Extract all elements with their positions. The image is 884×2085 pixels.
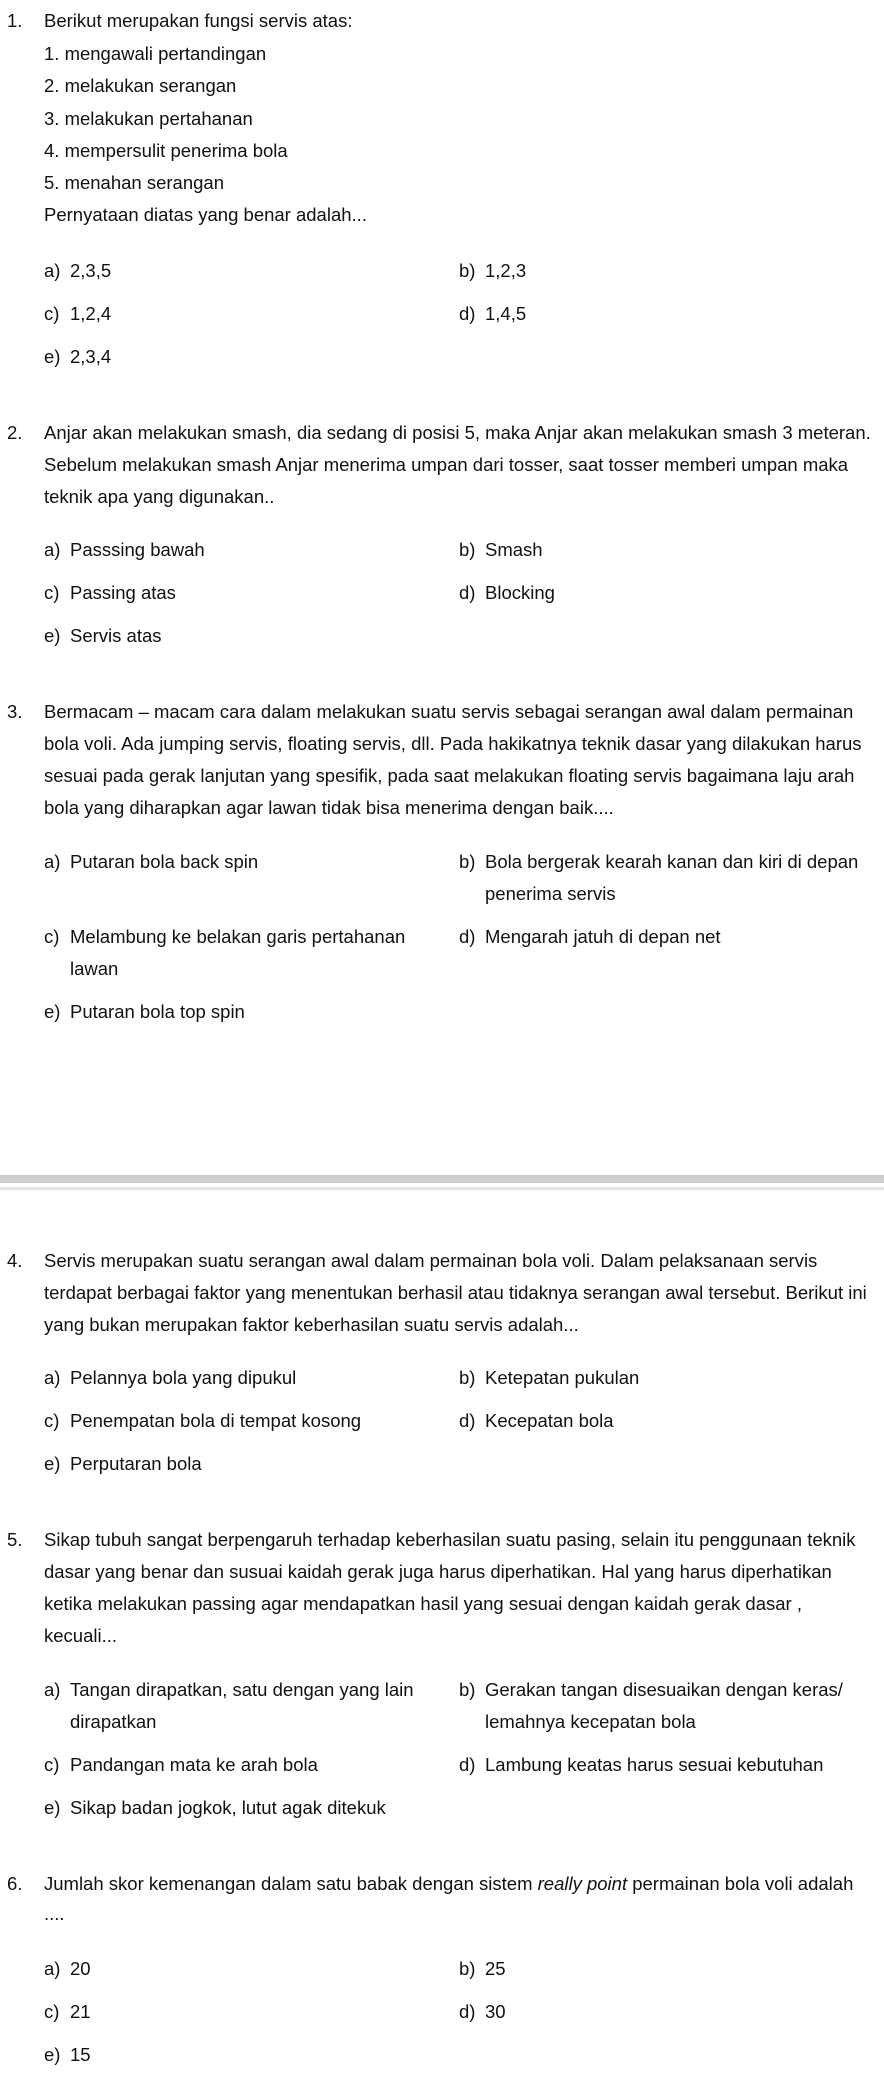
question-stem: Sikap tubuh sangat berpengaruh terhadap keberhasilan suatu pasing, selain itu penggunaan teknik — [44, 1529, 856, 1550]
option-e[interactable] — [44, 627, 162, 646]
option-label: e) — [44, 625, 61, 646]
list-item: 1. mengawali pertandingan — [44, 43, 267, 64]
option-label: d) — [459, 1754, 476, 1775]
option-b[interactable] — [459, 1369, 639, 1388]
question-number: 5. — [7, 1529, 23, 1550]
list-item: 4. mempersulit penerima bola — [44, 140, 288, 161]
option-text: Putaran bola back spin — [70, 851, 259, 872]
option-a[interactable] — [44, 541, 205, 560]
question-stem: dasar yang benar dan susuai kaidah gerak juga harus diperhatikan. Hal yang harus diperhatikan — [44, 1561, 832, 1582]
question-stem: Servis merupakan suatu serangan awal dalam permainan bola voli. Dalam pelaksanaan servis — [44, 1250, 818, 1271]
option-b[interactable] — [459, 262, 526, 281]
option-label: a) — [44, 1679, 61, 1700]
option-text: Mengarah jatuh di depan net — [485, 926, 721, 947]
option-text: 25 — [485, 1958, 506, 1979]
option-text: Tangan dirapatkan, satu dengan yang lain — [70, 1679, 414, 1700]
option-label: c) — [44, 582, 60, 603]
option-e[interactable] — [44, 1003, 245, 1022]
option-text: Sikap badan jogkok, lutut agak ditekuk — [70, 1797, 386, 1818]
option-d[interactable] — [459, 305, 526, 324]
question-stem: ketika melakukan passing agar mendapatkan hasil yang sesuai dengan kaidah gerak dasar , — [44, 1593, 802, 1614]
option-label: d) — [459, 926, 476, 947]
option-b[interactable] — [459, 853, 858, 872]
question-stem: .... — [44, 1903, 65, 1924]
option-d[interactable] — [459, 1412, 614, 1431]
stem-text: Jumlah skor kemenangan dalam satu babak dengan sistem — [44, 1873, 538, 1894]
option-text: Penempatan bola di tempat kosong — [70, 1410, 362, 1431]
option-d[interactable] — [459, 2003, 506, 2022]
option-text: 30 — [485, 2001, 506, 2022]
option-text: Passsing bawah — [70, 539, 205, 560]
option-label: e) — [44, 346, 61, 367]
option-a[interactable] — [44, 1960, 91, 1979]
option-label: b) — [459, 1958, 476, 1979]
option-text: Pandangan mata ke arah bola — [70, 1754, 318, 1775]
option-c[interactable] — [44, 305, 111, 324]
option-label: d) — [459, 1410, 476, 1431]
option-text: Putaran bola top spin — [70, 1001, 245, 1022]
option-label: b) — [459, 1679, 476, 1700]
option-e[interactable] — [44, 2046, 91, 2065]
option-text: Ketepatan pukulan — [485, 1367, 640, 1388]
option-a[interactable] — [44, 1681, 414, 1700]
option-text: Gerakan tangan disesuaikan dengan keras/ — [485, 1679, 843, 1700]
question-number: 1. — [7, 10, 23, 31]
option-label: a) — [44, 851, 61, 872]
page-separator-line — [0, 1187, 884, 1190]
question-stem: yang bukan merupakan faktor keberhasilan suatu servis adalah... — [44, 1314, 579, 1335]
option-label: a) — [44, 539, 61, 560]
option-text: Melambung ke belakan garis pertahanan — [70, 926, 406, 947]
question-number: 4. — [7, 1250, 23, 1271]
option-d[interactable] — [459, 928, 721, 947]
list-item: 3. melakukan pertahanan — [44, 108, 253, 129]
question-stem: bola yang diharapkan agar lawan tidak bisa menerima dengan baik.... — [44, 797, 614, 818]
question-stem: Bermacam – macam cara dalam melakukan suatu servis sebagai serangan awal dalam permainan — [44, 701, 854, 722]
option-text: Servis atas — [70, 625, 162, 646]
question-stem: teknik apa yang digunakan.. — [44, 486, 275, 507]
list-item: 5. menahan serangan — [44, 172, 224, 193]
option-text-continued: penerima servis — [485, 883, 616, 904]
option-text: 15 — [70, 2044, 91, 2065]
option-b[interactable] — [459, 541, 543, 560]
option-label: b) — [459, 539, 476, 560]
question-number: 2. — [7, 422, 23, 443]
question-number: 6. — [7, 1873, 23, 1894]
option-d[interactable] — [459, 1756, 823, 1775]
question-stem: bola voli. Ada jumping servis, floating servis, dll. Pada hakikatnya teknik dasar yang dilakukan harus — [44, 733, 862, 754]
option-text: Passing atas — [70, 582, 176, 603]
option-text: Perputaran bola — [70, 1453, 202, 1474]
list-item: 2. melakukan serangan — [44, 75, 237, 96]
option-c[interactable] — [44, 584, 176, 603]
option-label: e) — [44, 1453, 61, 1474]
option-label: b) — [459, 260, 476, 281]
option-text: 2,3,4 — [70, 346, 112, 367]
option-text: 1,4,5 — [485, 303, 527, 324]
stem-italic-term: really point — [537, 1873, 628, 1894]
option-c[interactable] — [44, 928, 405, 947]
option-text: 20 — [70, 1958, 91, 1979]
option-c[interactable] — [44, 2003, 91, 2022]
option-label: e) — [44, 1001, 61, 1022]
option-b[interactable] — [459, 1960, 506, 1979]
option-text: Smash — [485, 539, 543, 560]
option-text: 1,2,4 — [70, 303, 112, 324]
question-stem — [44, 1875, 853, 1894]
option-b[interactable] — [459, 1681, 843, 1700]
option-text: Blocking — [485, 582, 555, 603]
question-stem: Berikut merupakan fungsi servis atas: — [44, 10, 353, 31]
option-label: c) — [44, 1410, 60, 1431]
question-number: 3. — [7, 701, 23, 722]
page-separator — [0, 1175, 884, 1183]
question-stem: Sebelum melakukan smash Anjar menerima umpan dari tosser, saat tosser memberi umpan maka — [44, 454, 849, 475]
option-label: a) — [44, 1958, 61, 1979]
option-label: e) — [44, 1797, 61, 1818]
option-label: c) — [44, 2001, 60, 2022]
option-label: d) — [459, 582, 476, 603]
option-text: 21 — [70, 2001, 91, 2022]
option-text-continued: dirapatkan — [70, 1711, 157, 1732]
question-stem: terdapat berbagai faktor yang menentukan berhasil atau tidaknya serangan awal tersebut. Berikut ini — [44, 1282, 867, 1303]
option-text: Lambung keatas harus sesuai kebutuhan — [485, 1754, 824, 1775]
option-text: Kecepatan bola — [485, 1410, 614, 1431]
option-label: c) — [44, 926, 60, 947]
question-stem: sesuai pada gerak lanjutan yang spesifik, pada saat melakukan floating servis bagaimana laju arah — [44, 765, 855, 786]
option-e[interactable] — [44, 348, 111, 367]
stem-text: permainan bola voli adalah — [627, 1873, 854, 1894]
option-text-continued: lawan — [70, 958, 119, 979]
option-text: 1,2,3 — [485, 260, 527, 281]
option-label: a) — [44, 1367, 61, 1388]
question-stem: kecuali... — [44, 1625, 118, 1646]
question-stem: Anjar akan melakukan smash, dia sedang di posisi 5, maka Anjar akan melakukan smash 3 meteran. — [44, 422, 871, 443]
option-text: Bola bergerak kearah kanan dan kiri di depan — [485, 851, 859, 872]
option-e[interactable] — [44, 1799, 386, 1818]
option-d[interactable] — [459, 584, 555, 603]
option-label: a) — [44, 260, 61, 281]
option-a[interactable] — [44, 1369, 296, 1388]
option-c[interactable] — [44, 1756, 318, 1775]
option-label: e) — [44, 2044, 61, 2065]
option-text-continued: lemahnya kecepatan bola — [485, 1711, 696, 1732]
option-a[interactable] — [44, 262, 111, 281]
option-text: 2,3,5 — [70, 260, 112, 281]
option-label: b) — [459, 851, 476, 872]
option-e[interactable] — [44, 1455, 202, 1474]
option-label: b) — [459, 1367, 476, 1388]
option-c[interactable] — [44, 1412, 361, 1431]
question-prompt: Pernyataan diatas yang benar adalah... — [44, 204, 367, 225]
option-label: c) — [44, 1754, 60, 1775]
page-2 — [0, 1193, 884, 2085]
option-label: d) — [459, 303, 476, 324]
option-a[interactable] — [44, 853, 258, 872]
option-label: c) — [44, 303, 60, 324]
option-label: d) — [459, 2001, 476, 2022]
option-text: Pelannya bola yang dipukul — [70, 1367, 297, 1388]
